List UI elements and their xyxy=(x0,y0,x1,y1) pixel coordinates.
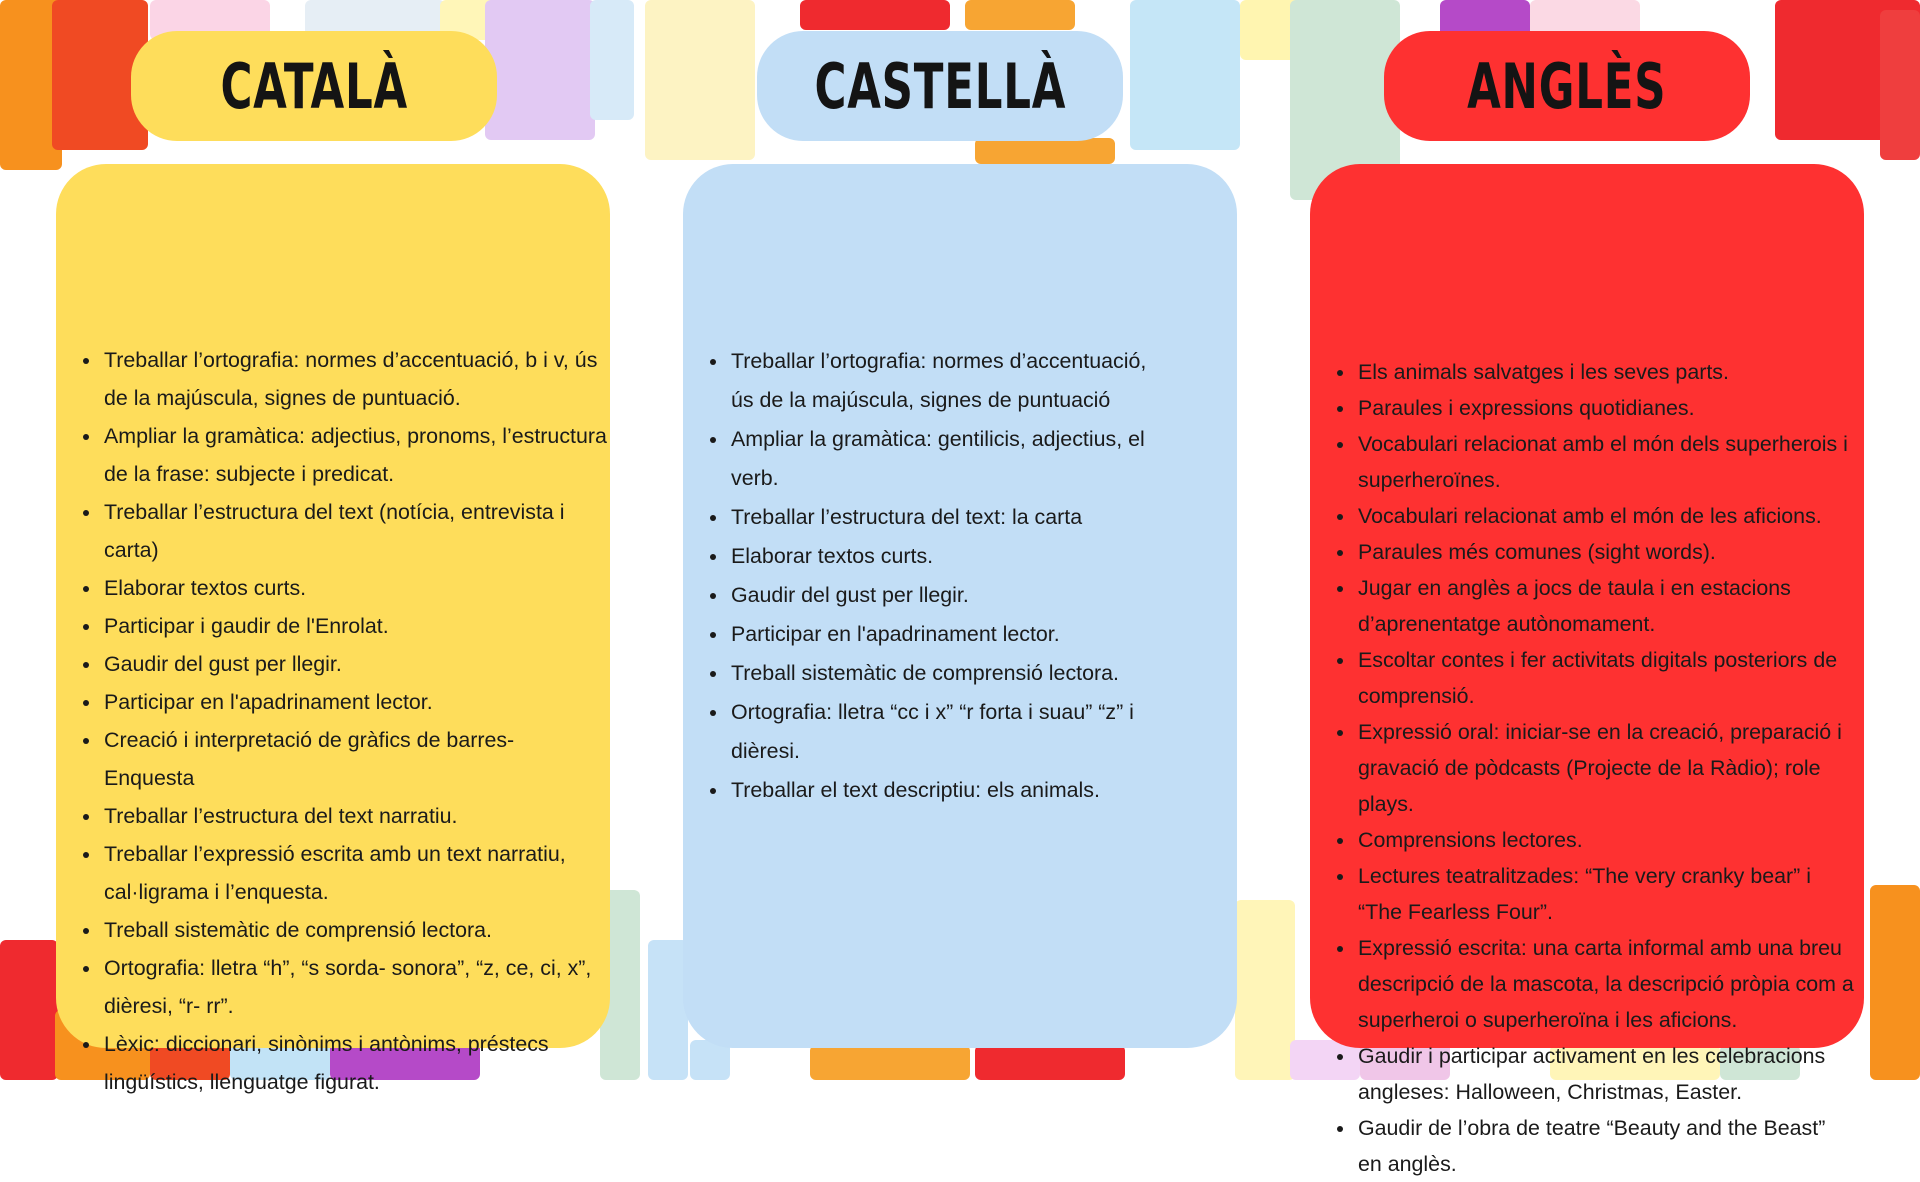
list-item: • Lectures teatralitzades: “The very cranky bear” i “The Fearless Four”. xyxy=(1356,858,1854,930)
paint-stroke xyxy=(975,138,1115,164)
tab-catala xyxy=(131,31,497,141)
list-item: • Treballar l’estructura del text (notícia, entrevista i carta) xyxy=(102,493,610,569)
list-item: • Comprensions lectores. xyxy=(1356,822,1854,858)
list-item: • Elaborar textos curts. xyxy=(102,569,610,607)
list-item: • Ampliar la gramàtica: gentilicis, adjectius, el verb. xyxy=(729,420,1167,498)
list-item: • Treball sistemàtic de comprensió lectora. xyxy=(729,654,1167,693)
list-item: • Treballar l’expressió escrita amb un text narratiu, cal·ligrama i l’enquesta. xyxy=(102,835,610,911)
paint-stroke xyxy=(648,940,688,1080)
list-item: • Gaudir de l’obra de teatre “Beauty and the Beast” en anglès. xyxy=(1356,1110,1854,1182)
list-item: • Gaudir i participar activament en les celebracions angleses: Halloween, Christmas, Easter. xyxy=(1356,1038,1854,1110)
list-item: • Expressió escrita: una carta informal amb una breu descripció de la mascota, la descripció pròpia com a superheroi o superheroïna i les aficions. xyxy=(1356,930,1854,1038)
list-item: • Participar i gaudir de l'Enrolat. xyxy=(102,607,610,645)
column-title-angles: ANGLÈS xyxy=(1467,49,1667,123)
list-item: • Jugar en anglès a jocs de taula i en estacions d’aprenentatge autònomament. xyxy=(1356,570,1854,642)
card-angles xyxy=(1310,164,1864,1176)
list-item: • Expressió oral: iniciar-se en la creació, preparació i gravació de pòdcasts (Projecte de la Ràdio); role plays. xyxy=(1356,714,1854,822)
list-item: • Participar en l'apadrinament lector. xyxy=(102,683,610,721)
paint-stroke xyxy=(800,0,950,30)
list-item: • Paraules i expressions quotidianes. xyxy=(1356,390,1854,426)
paint-stroke xyxy=(810,1045,970,1080)
list-item: • Ortografia: lletra “h”, “s sorda- sonora”, “z, ce, ci, x”, dièresi, “r- rr”. xyxy=(102,949,610,1025)
column-title-castella: CASTELLÀ xyxy=(814,49,1066,123)
paint-stroke xyxy=(965,0,1075,30)
tab-angles xyxy=(1384,31,1750,141)
list-item: • Gaudir del gust per llegir. xyxy=(729,576,1167,615)
paint-stroke xyxy=(485,0,595,140)
paint-stroke xyxy=(1870,885,1920,1080)
paint-stroke xyxy=(590,0,634,120)
card-catala xyxy=(56,164,610,1094)
card-castella xyxy=(683,164,1237,1048)
list-item: • Treballar el text descriptiu: els animals. xyxy=(729,771,1167,810)
list-angles xyxy=(1310,354,1854,1182)
paint-stroke xyxy=(1880,10,1920,160)
list-item: • Treballar l’estructura del text: la carta xyxy=(729,498,1167,537)
tab-castella xyxy=(757,31,1123,141)
list-item: • Gaudir del gust per llegir. xyxy=(102,645,610,683)
list-item: • Els animals salvatges i les seves parts. xyxy=(1356,354,1854,390)
paint-stroke xyxy=(975,1045,1125,1080)
list-item: • Elaborar textos curts. xyxy=(729,537,1167,576)
list-item: • Vocabulari relacionat amb el món de les aficions. xyxy=(1356,498,1854,534)
list-item: • Escoltar contes i fer activitats digitals posteriors de comprensió. xyxy=(1356,642,1854,714)
paint-stroke xyxy=(0,940,58,1080)
list-castella xyxy=(683,342,1167,810)
list-item: • Participar en l'apadrinament lector. xyxy=(729,615,1167,654)
list-item: • Treball sistemàtic de comprensió lectora. xyxy=(102,911,610,949)
list-catala xyxy=(56,341,610,1101)
paint-stroke xyxy=(1235,900,1295,1080)
list-item: • Vocabulari relacionat amb el món dels superherois i superheroïnes. xyxy=(1356,426,1854,498)
list-item: • Treballar l’ortografia: normes d’accentuació, b i v, ús de la majúscula, signes de puntuació. xyxy=(102,341,610,417)
list-item: • Treballar l’estructura del text narratiu. xyxy=(102,797,610,835)
list-item: • Lèxic: diccionari, sinònims i antònims, préstecs lingüístics, llenguatge figurat. xyxy=(102,1025,610,1101)
list-item: • Creació i interpretació de gràfics de barres- Enquesta xyxy=(102,721,610,797)
column-title-catala: CATALÀ xyxy=(220,49,408,123)
list-item: • Paraules més comunes (sight words). xyxy=(1356,534,1854,570)
list-item: • Ortografia: lletra “cc i x” “r forta i suau” “z” i dièresi. xyxy=(729,693,1167,771)
list-item: • Treballar l’ortografia: normes d’accentuació, ús de la majúscula, signes de puntuació xyxy=(729,342,1167,420)
paint-stroke xyxy=(645,0,755,160)
list-item: • Ampliar la gramàtica: adjectius, pronoms, l’estructura de la frase: subjecte i predicat. xyxy=(102,417,610,493)
paint-stroke xyxy=(1130,0,1240,150)
